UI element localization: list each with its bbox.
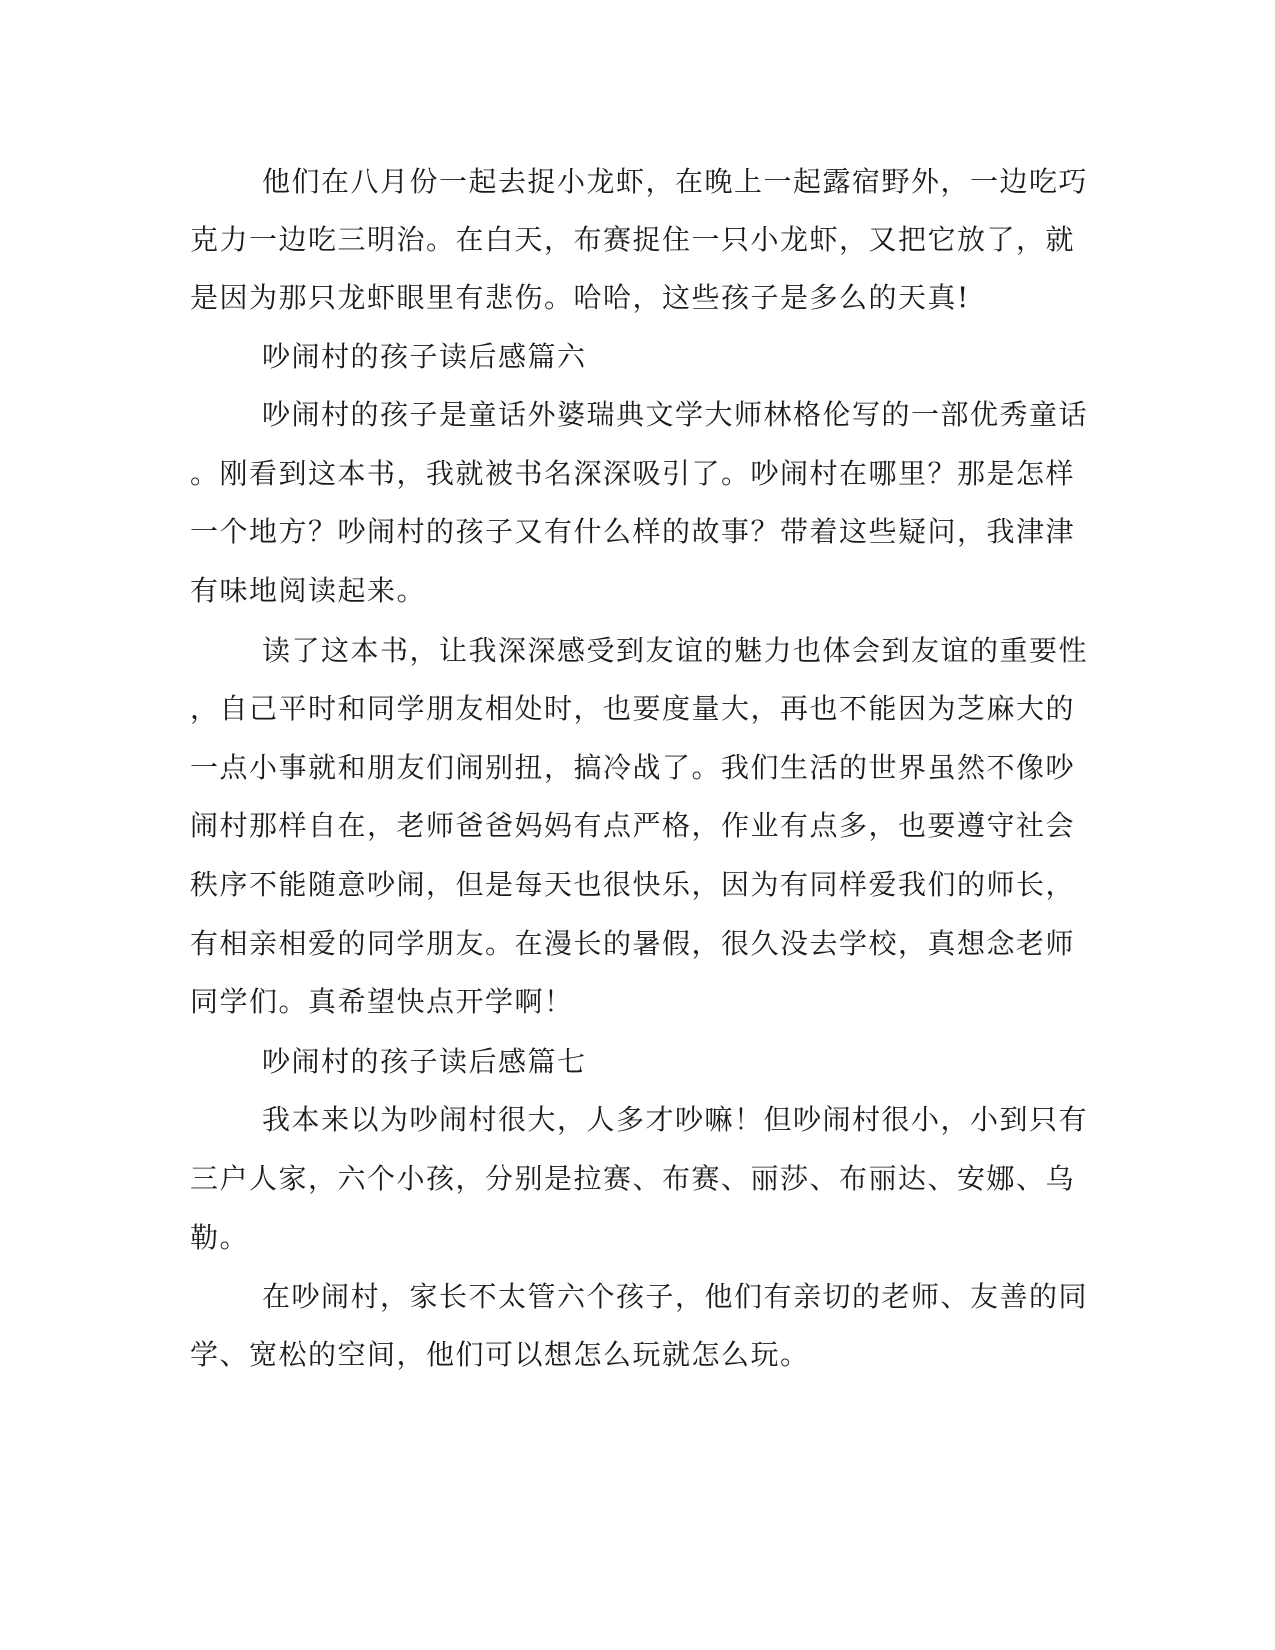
paragraph-line: 克力一边吃三明治。在白天，布赛捉住一只小龙虾，又把它放了，就 [190, 223, 1076, 256]
section-heading: 吵闹村的孩子读后感篇六 [262, 340, 587, 373]
paragraph-line: 有味地阅读起来。 [190, 574, 427, 607]
paragraph-line: 秩序不能随意吵闹，但是每天也很快乐，因为有同样爱我们的师长， [190, 868, 1076, 901]
paragraph-line: 在吵闹村，家长不太管六个孩子，他们有亲切的老师、友善的同 [262, 1280, 1089, 1313]
paragraph-line: 一点小事就和朋友们闹别扭，搞冷战了。我们生活的世界虽然不像吵 [190, 751, 1076, 784]
paragraph-line: 学、宽松的空间，他们可以想怎么玩就怎么玩。 [190, 1338, 810, 1371]
paragraph-line: 读了这本书，让我深深感受到友谊的魅力也体会到友谊的重要性 [262, 634, 1089, 667]
paragraph-line: ，自己平时和同学朋友相处时，也要度量大，再也不能因为芝麻大的 [190, 692, 1076, 725]
paragraph-line: 吵闹村的孩子是童话外婆瑞典文学大师林格伦写的一部优秀童话 [262, 398, 1089, 431]
paragraph-line: 有相亲相爱的同学朋友。在漫长的暑假，很久没去学校，真想念老师 [190, 927, 1076, 960]
paragraph-line: 。刚看到这本书，我就被书名深深吸引了。吵闹村在哪里？那是怎样 [190, 457, 1076, 490]
paragraph-line: 同学们。真希望快点开学啊！ [190, 985, 574, 1018]
paragraph-line: 闹村那样自在，老师爸爸妈妈有点严格，作业有点多，也要遵守社会 [190, 809, 1076, 842]
paragraph-line: 是因为那只龙虾眼里有悲伤。哈哈，这些孩子是多么的天真! [190, 281, 970, 314]
section-heading: 吵闹村的孩子读后感篇七 [262, 1045, 587, 1078]
paragraph-line: 三户人家，六个小孩，分别是拉赛、布赛、丽莎、布丽达、安娜、乌 [190, 1162, 1076, 1195]
paragraph-line: 勒。 [190, 1221, 250, 1254]
paragraph-line: 他们在八月份一起去捉小龙虾，在晚上一起露宿野外，一边吃巧 [262, 165, 1089, 198]
paragraph-line: 一个地方？吵闹村的孩子又有什么样的故事？带着这些疑问，我津津 [190, 515, 1076, 548]
paragraph-line: 我本来以为吵闹村很大，人多才吵嘛！但吵闹村很小，小到只有 [262, 1103, 1089, 1136]
